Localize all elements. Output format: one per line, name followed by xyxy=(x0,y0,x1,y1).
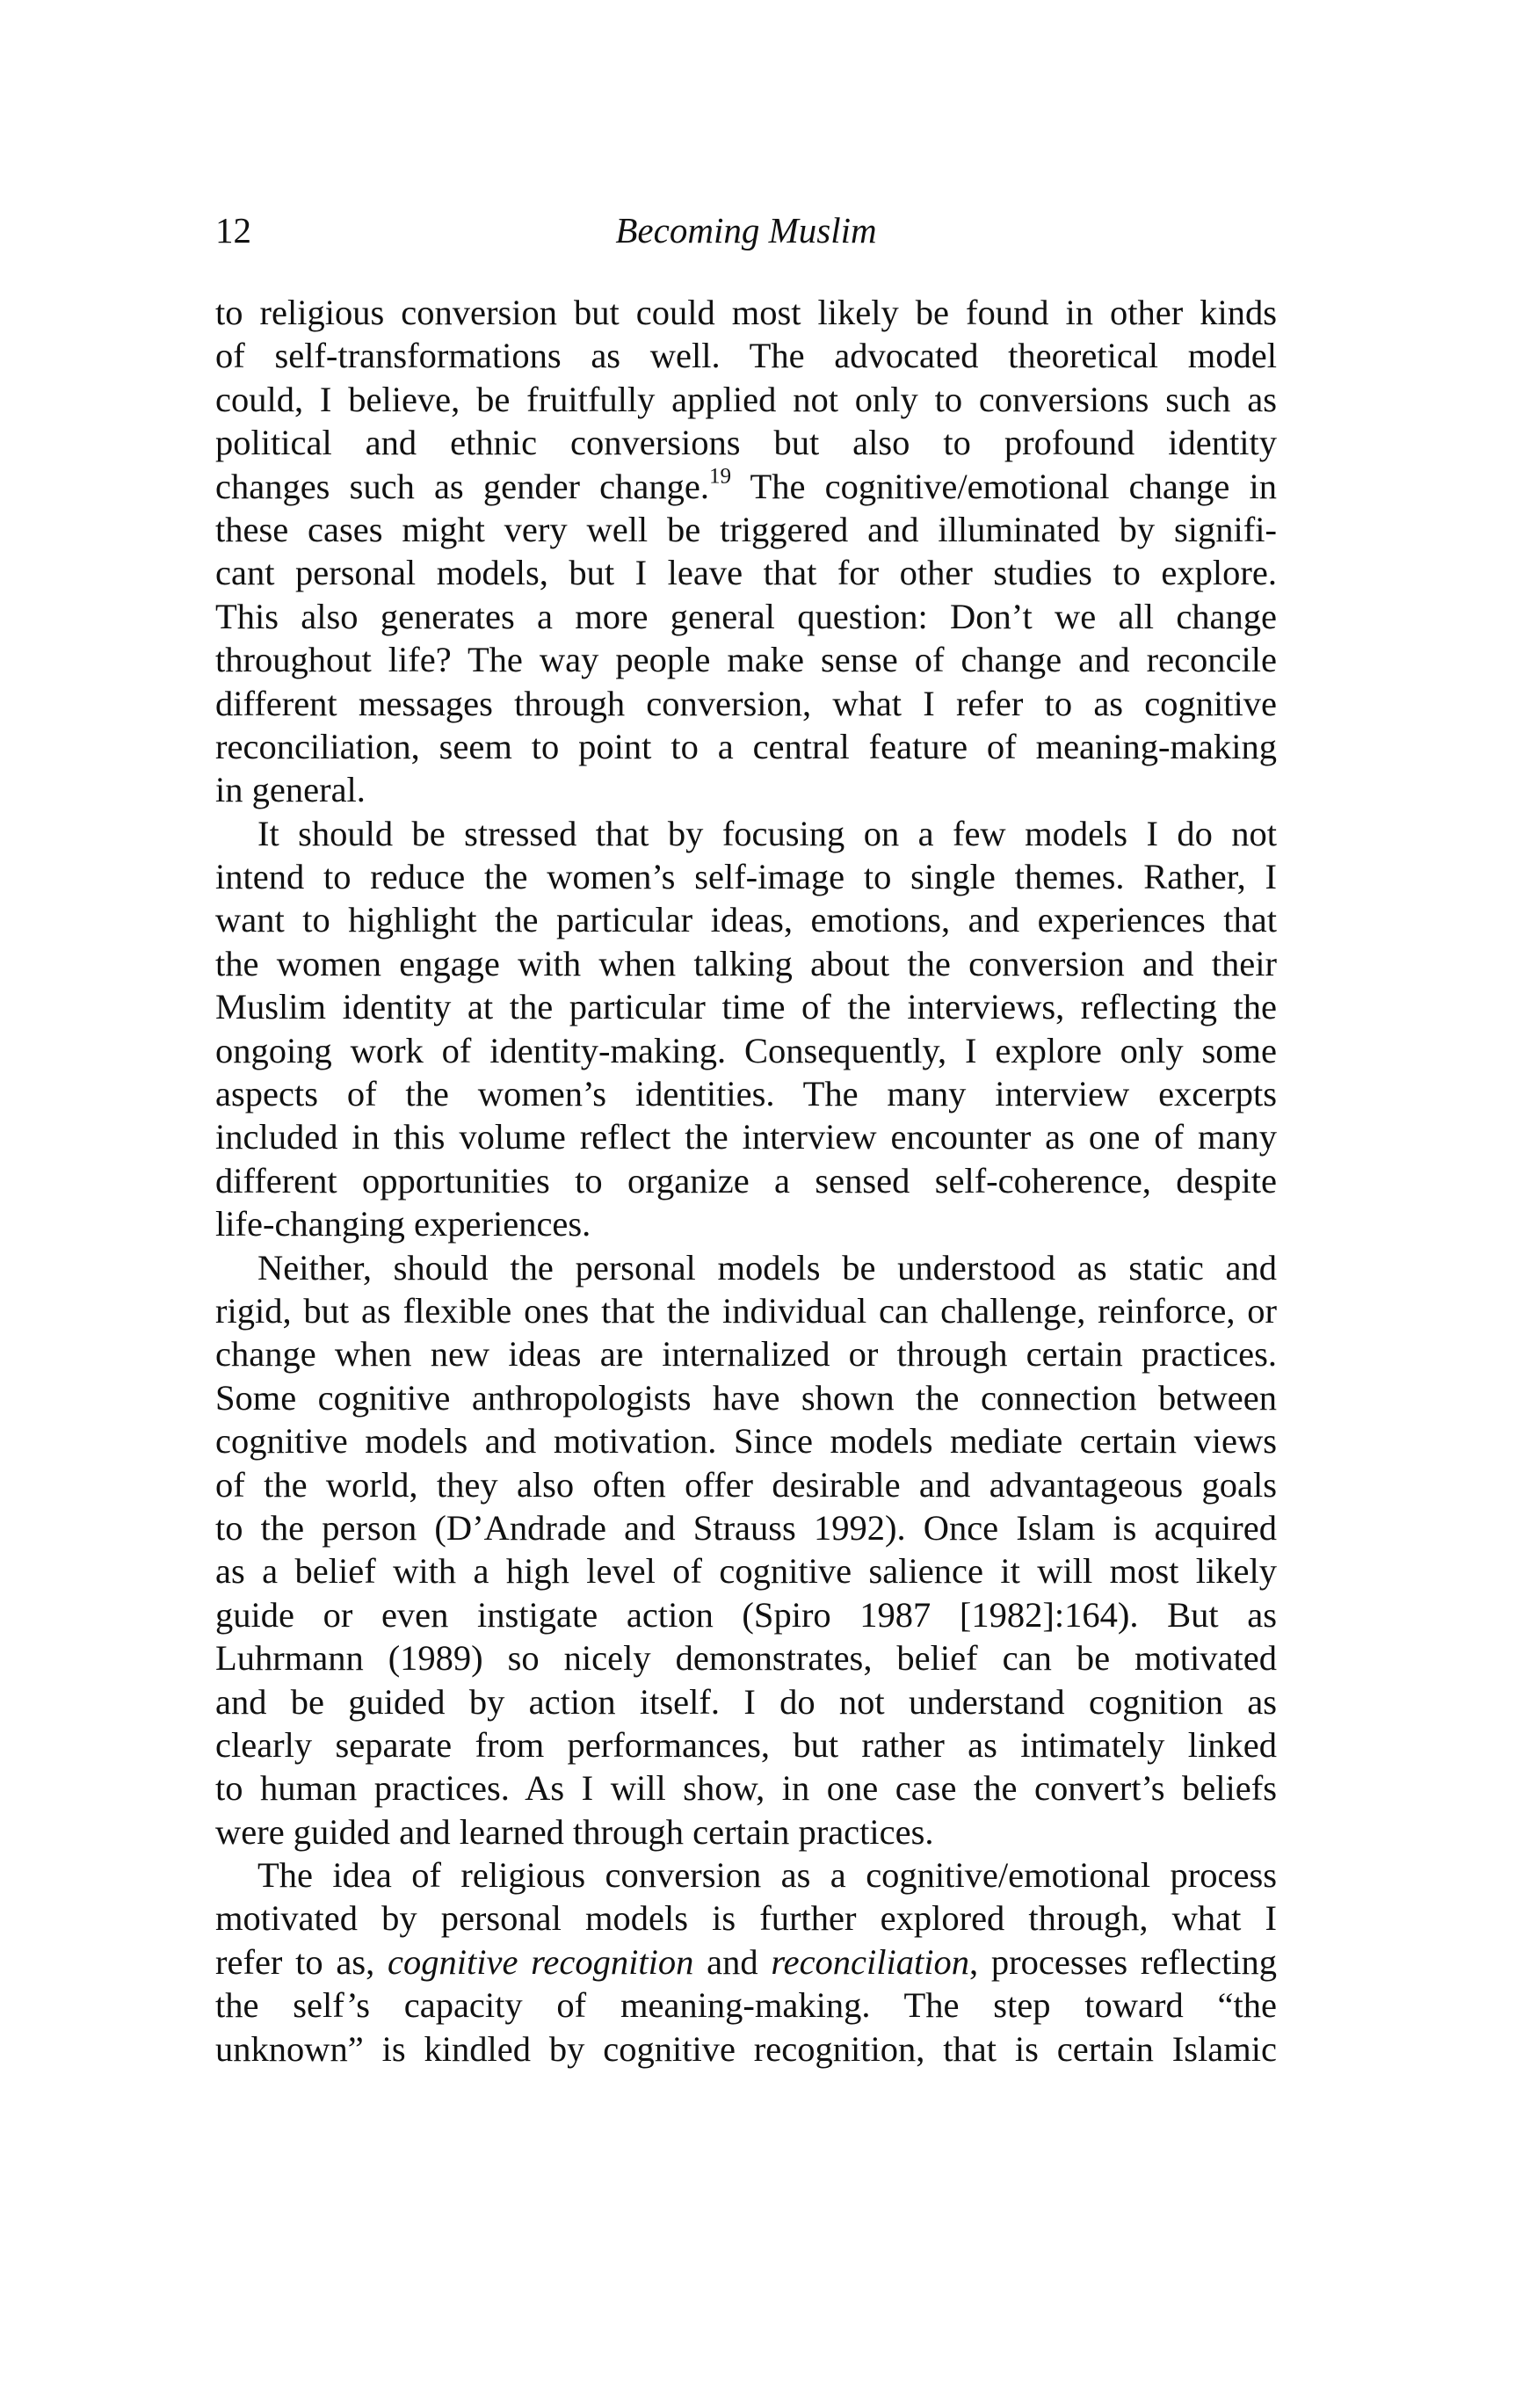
paragraph-3 xyxy=(215,1246,1277,1853)
text-segment: refer to as, xyxy=(215,1941,388,1982)
text-line: motivated by personal models is further explored through, what I xyxy=(215,1898,1277,1939)
text-line: clearly separate from performances, but rather as intimately linked xyxy=(215,1724,1277,1765)
text-line: as a belief with a high level of cognitive salience it will most likely xyxy=(215,1551,1277,1592)
text-line: these cases might very well be triggered and illuminated by signifi- xyxy=(215,509,1277,549)
text-line: life-changing experiences. xyxy=(215,1204,591,1244)
text-line: want to highlight the particular ideas, emotions, and experiences that xyxy=(215,900,1277,940)
page-number: 12 xyxy=(215,210,251,250)
text-line: were guided and learned through certain practices. xyxy=(215,1811,934,1852)
paragraph-4 xyxy=(215,1853,1277,2071)
text-line: intend to reduce the women’s self-image to single themes. Rather, I xyxy=(215,857,1277,897)
text-line: unknown” is kindled by cognitive recognition, that is certain Islamic xyxy=(215,2028,1277,2069)
text-line: The idea of religious conversion as a cognitive/emotional process xyxy=(257,1855,1277,1896)
text-line: throughout life? The way people make sense of change and reconcile xyxy=(215,640,1277,680)
text-line: political and ethnic conversions but also to profound identity xyxy=(215,423,1277,463)
text-line: the women engage with when talking about the conversion and their xyxy=(215,943,1277,983)
footnote-reference: 19 xyxy=(708,464,732,488)
text-segment: changes such as gender change. xyxy=(215,466,709,506)
text-line: the self’s capacity of meaning-making. The step toward “the xyxy=(215,1985,1277,2026)
body-text xyxy=(215,291,1277,2071)
text-line: guide or even instigate action (Spiro 1987 [1982]:164). But as xyxy=(215,1594,1277,1635)
text-segment: , processes reflecting xyxy=(969,1941,1277,1982)
emphasis-cognitive-recognition: cognitive recognition xyxy=(388,1941,694,1982)
text-line: Neither, should the personal models be understood as static and xyxy=(257,1247,1277,1287)
running-title: Becoming Muslim xyxy=(615,210,877,250)
text-line: It should be stressed that by focusing on a few models I do not xyxy=(257,813,1277,853)
text-line: This also generates a more general question: Don’t we all change xyxy=(215,596,1277,636)
text-line: to religious conversion but could most likely be found in other kinds xyxy=(215,293,1277,332)
text-line: in general. xyxy=(215,770,366,810)
running-head xyxy=(215,204,1277,257)
text-segment: and xyxy=(693,1941,772,1982)
text-line: and be guided by action itself. I do not understand cognition as xyxy=(215,1681,1277,1722)
text-line: different opportunities to organize a sensed self-coherence, despite xyxy=(215,1160,1277,1200)
text-line: cognitive models and motivation. Since models mediate certain views xyxy=(215,1421,1277,1461)
text-line: to human practices. As I will show, in one case the convert’s beliefs xyxy=(215,1768,1277,1809)
text-line: change when new ideas are internalized or through certain practices. xyxy=(215,1334,1277,1374)
text-line: of the world, they also often offer desirable and advantageous goals xyxy=(215,1464,1277,1505)
emphasis-reconciliation: reconciliation xyxy=(771,1941,970,1982)
text-line: Luhrmann (1989) so nicely demonstrates, belief can be motivated xyxy=(215,1638,1277,1679)
text-line: reconciliation, seem to point to a central feature of meaning-making xyxy=(215,726,1277,766)
text-line: different messages through conversion, what I refer to as cognitive xyxy=(215,683,1277,723)
text-line: Some cognitive anthropologists have shown the connection between xyxy=(215,1377,1277,1418)
text-line: of self-transformations as well. The advocated theoretical model xyxy=(215,336,1277,376)
text-line: aspects of the women’s identities. The many interview excerpts xyxy=(215,1074,1277,1114)
text-line: to the person (D’Andrade and Strauss 1992). Once Islam is acquired xyxy=(215,1507,1277,1548)
text-line: Muslim identity at the particular time of the interviews, reflecting the xyxy=(215,987,1277,1027)
text-line: ongoing work of identity-making. Consequently, I explore only some xyxy=(215,1030,1277,1070)
paragraph-2 xyxy=(215,812,1277,1246)
text-line xyxy=(215,1940,1277,1984)
text-line: included in this volume reflect the interview encounter as one of many xyxy=(215,1117,1277,1157)
paragraph-1 xyxy=(215,291,1277,812)
text-line xyxy=(215,465,1277,508)
text-line: rigid, but as flexible ones that the individual can challenge, reinforce, or xyxy=(215,1290,1277,1331)
text-segment: The cognitive/emotional change in xyxy=(731,466,1277,506)
text-line: cant personal models, but I leave that for other studies to explore. xyxy=(215,553,1277,593)
text-line: could, I believe, be fruitfully applied not only to conversions such as xyxy=(215,379,1277,419)
